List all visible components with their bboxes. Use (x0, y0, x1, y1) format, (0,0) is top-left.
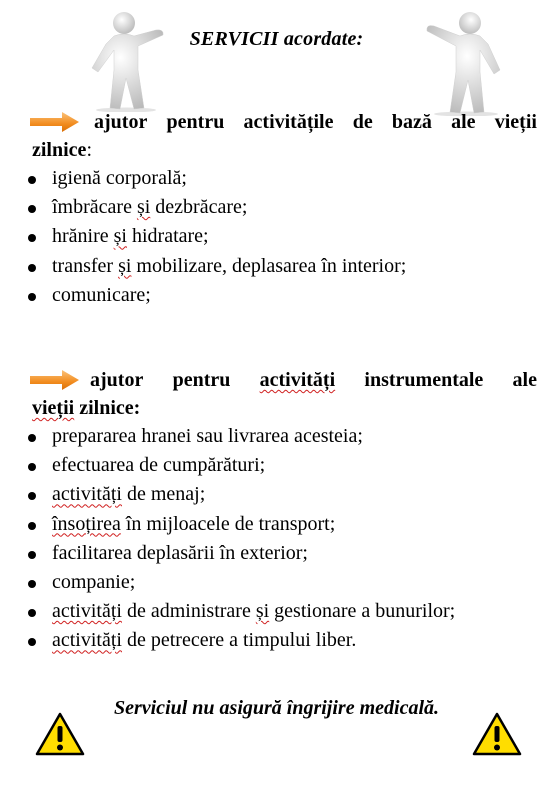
list-item-text: comunicare; (52, 283, 151, 306)
list-item (28, 568, 455, 597)
list-item (28, 164, 406, 193)
list-item-text: activități de menaj; (52, 483, 206, 506)
heading-word: ale (451, 111, 476, 133)
list-item-text: hrănire și hidratare; (52, 225, 209, 248)
orange-arrow-icon (30, 111, 80, 133)
bullet-icon (28, 264, 36, 272)
list-item (28, 510, 455, 539)
bullet-icon (28, 234, 36, 242)
list-item-text: companie; (52, 570, 136, 593)
bullet-icon (28, 205, 36, 213)
heading-word: ale (512, 369, 537, 391)
warning-triangle-icon (472, 712, 522, 756)
daily-activities-list (28, 164, 406, 310)
orange-arrow-icon (30, 369, 80, 391)
list-item-text: facilitarea deplasării în exterior; (52, 541, 308, 564)
list-item-text: activități de petrecere a timpului liber. (52, 629, 357, 652)
list-item (28, 597, 455, 626)
bullet-icon (28, 580, 36, 588)
list-item (28, 451, 455, 480)
bullet-icon (28, 638, 36, 646)
bullet-icon (28, 176, 36, 184)
list-item-text: îmbrăcare și dezbrăcare; (52, 196, 248, 219)
list-item-text: prepararea hranei sau livrarea acesteia; (52, 425, 363, 447)
heading-word: vieții zilnice: (32, 397, 141, 419)
warning-triangle-icon (35, 712, 85, 756)
pointing-person-figure-icon (84, 10, 166, 112)
heading-word: activități (259, 369, 336, 391)
bullet-icon (28, 463, 36, 471)
heading-word: ajutor (90, 369, 144, 391)
list-item (28, 422, 455, 451)
list-item (28, 222, 406, 251)
heading-word: de (352, 111, 373, 133)
list-item-text: igienă corporală; (52, 167, 187, 189)
footer-notice: Serviciul nu asigură îngrijire medicală. (113, 697, 440, 719)
bullet-icon (28, 293, 36, 301)
heading-word: bază (391, 111, 432, 133)
list-item (28, 539, 455, 568)
list-item (28, 480, 455, 509)
bullet-icon (28, 551, 36, 559)
pointing-person-figure-icon (420, 10, 508, 116)
list-item (28, 281, 406, 310)
heading-word: zilnice (32, 139, 87, 161)
page-title: SERVICII acordate: (189, 28, 364, 50)
heading-word: activitățile (243, 111, 334, 133)
heading-word: ajutor (94, 111, 148, 133)
bullet-icon (28, 522, 36, 530)
list-item-text: activități de administrare și gestionare a bunurilor; (52, 600, 456, 623)
bullet-icon (28, 434, 36, 442)
heading-word: instrumentale (364, 369, 484, 391)
list-item-text: transfer și mobilizare, deplasarea în interior; (52, 254, 407, 277)
list-item (28, 252, 406, 281)
section-heading-daily-activities (32, 108, 537, 164)
heading-word: vieții (494, 111, 537, 133)
instrumental-activities-list (28, 422, 455, 656)
section-heading-instrumental-activities (32, 366, 537, 422)
bullet-icon (28, 492, 36, 500)
list-item (28, 626, 455, 655)
bullet-icon (28, 609, 36, 617)
list-item-text: însoțirea în mijloacele de transport; (52, 512, 336, 535)
list-item (28, 193, 406, 222)
heading-word: pentru (172, 369, 231, 391)
heading-colon: : (86, 139, 92, 161)
list-item-text: efectuarea de cumpărături; (52, 454, 266, 477)
heading-word: pentru (166, 111, 225, 133)
